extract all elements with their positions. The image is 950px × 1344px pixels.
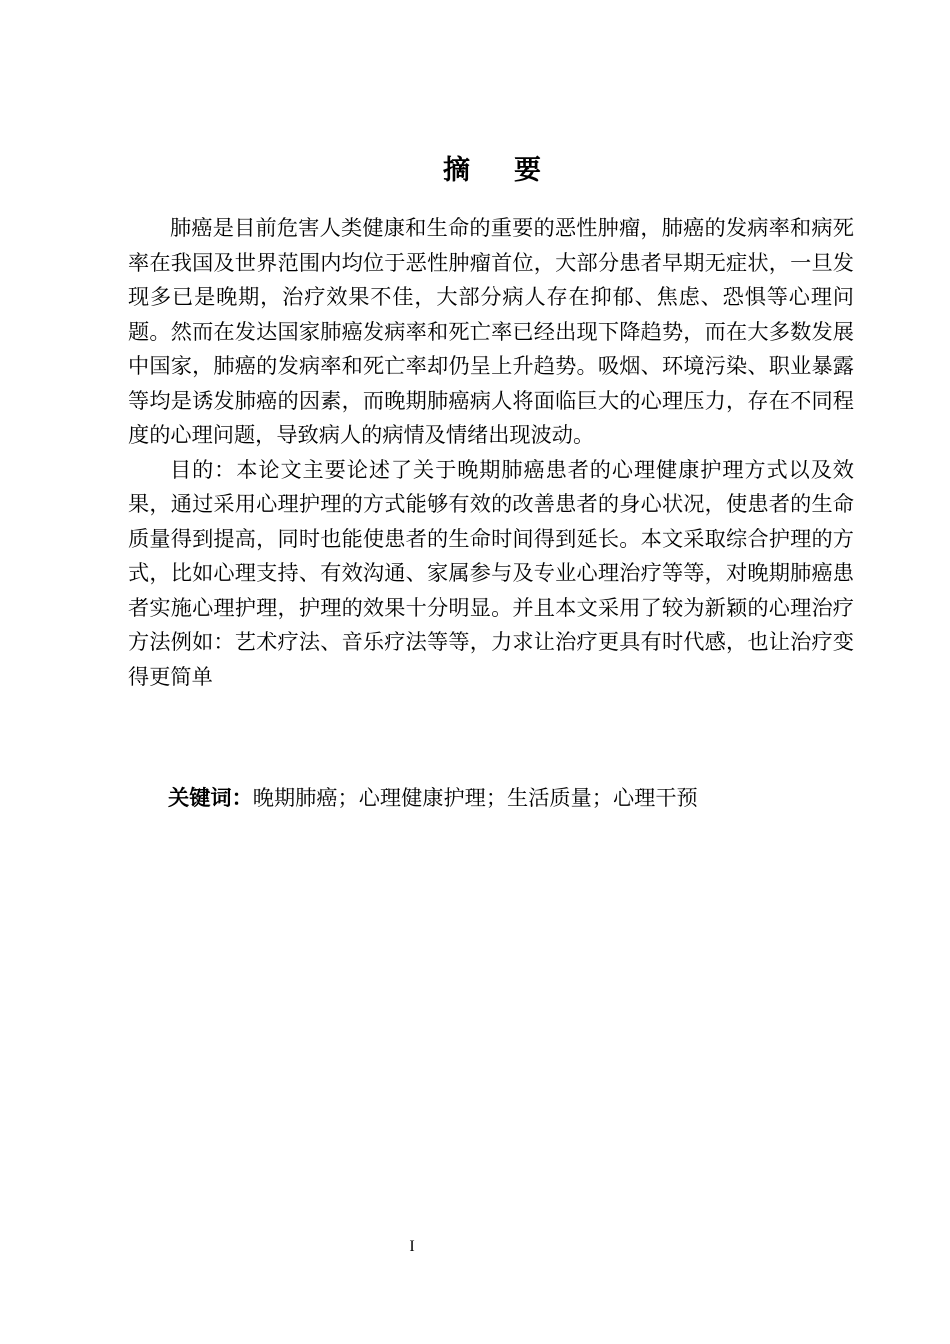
keywords-value: 晚期肺癌；心理健康护理；生活质量；心理干预: [252, 785, 698, 810]
heading-char-1: 摘: [443, 155, 472, 186]
heading-char-2: 要: [514, 155, 543, 186]
abstract-paragraph-1: 肺癌是目前危害人类健康和生命的重要的恶性肿瘤，肺癌的发病率和病死率在我国及世界范围内均位于恶性肿瘤首位，大部分患者早期无症状，一旦发现多已是晚期，治疗效果不佳，大部分病人存在抑郁、焦虑、恐惧等心理问题。然而在发达国家肺癌发病率和死亡率已经出现下降趋势，而在大多数发展中国家，肺癌的发病率和死亡率却仍呈上升趋势。吸烟、环境污染、职业暴露等均是诱发肺癌的因素，而晚期肺癌病人将面临巨大的心理压力，存在不同程度的心理问题，导致病人的病情及情绪出现波动。: [128, 215, 854, 447]
keywords-line: [168, 781, 848, 815]
abstract-body: [128, 211, 854, 694]
abstract-paragraph-2: 目的：本论文主要论述了关于晚期肺癌患者的心理健康护理方式以及效果，通过采用心理护理的方式能够有效的改善患者的身心状况，使患者的生命质量得到提高，同时也能使患者的生命时间得到延长。本文采取综合护理的方式，比如心理支持、有效沟通、家属参与及专业心理治疗等等，对晚期肺癌患者实施心理护理，护理的效果十分明显。并且本文采用了较为新颖的心理治疗方法例如：艺术疗法、音乐疗法等等，力求让治疗更具有时代感，也让治疗变得更简单: [128, 456, 854, 689]
keywords-label: 关键词：: [168, 785, 253, 810]
abstract-heading: [0, 152, 950, 190]
page-number: I: [409, 1238, 415, 1255]
